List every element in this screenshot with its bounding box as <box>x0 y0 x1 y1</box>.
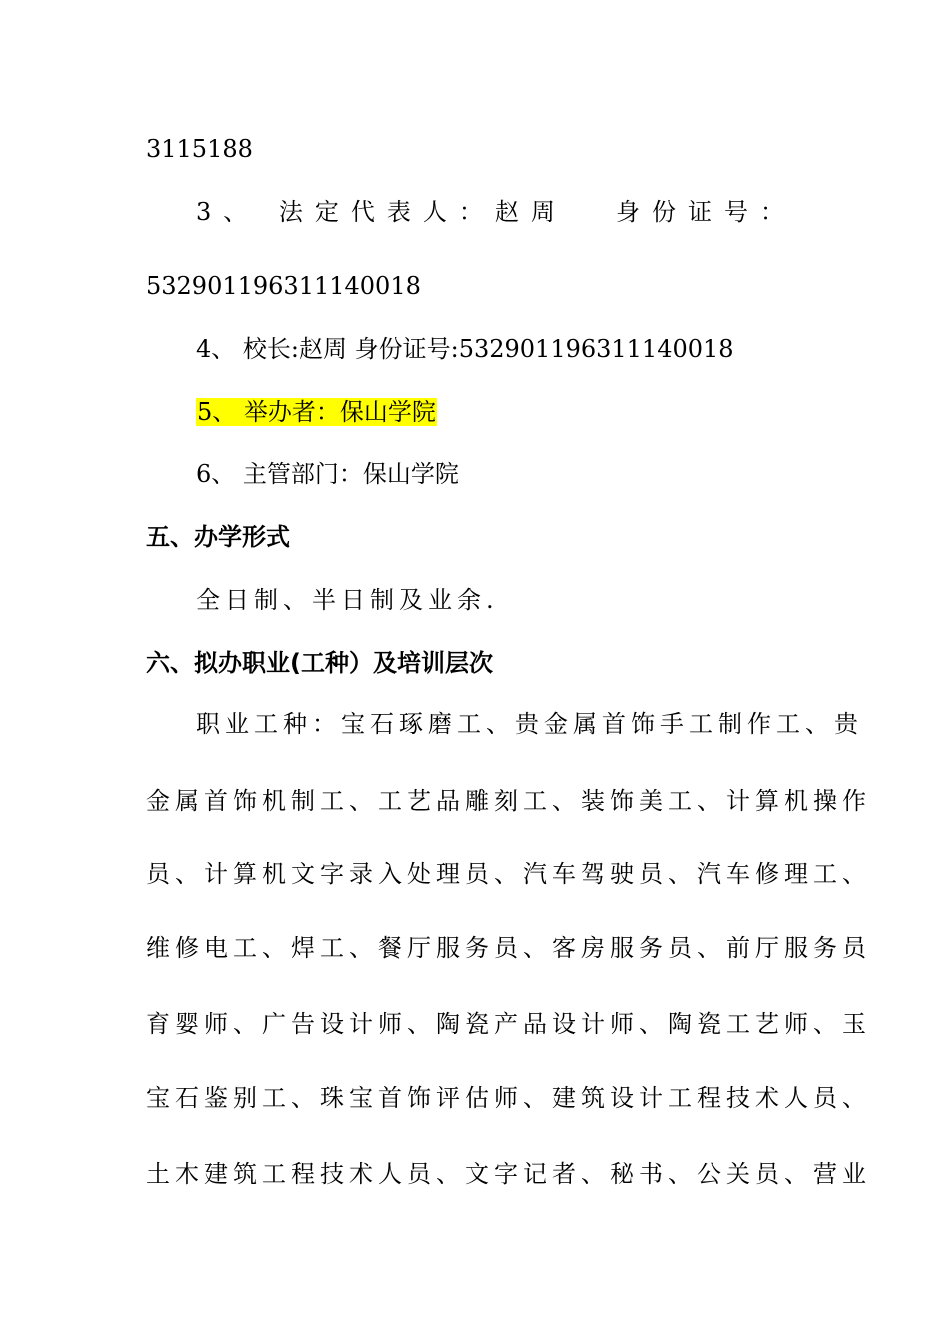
section-heading-5: 五、办学形式 <box>146 523 290 551</box>
legal-representative-line: 3、 法定代表人：赵周 <box>196 198 567 226</box>
paragraph-line: 维修电工、焊工、餐厅服务员、客房服务员、前厅服务员 <box>146 934 871 962</box>
legal-representative-id-number: 532901196311140018 <box>146 272 421 300</box>
school-form-text: 全日制、半日制及业余. <box>196 586 499 614</box>
organizer-line <box>196 396 437 428</box>
paragraph-line: 宝石鉴别工、珠宝首饰评估师、建筑设计工程技术人员、 <box>146 1084 871 1112</box>
paragraph-line: 育婴师、广告设计师、陶瓷产品设计师、陶瓷工艺师、玉 <box>146 1010 871 1038</box>
paragraph-line: 土木建筑工程技术人员、文字记者、秘书、公关员、营业 <box>146 1160 871 1188</box>
paragraph-line: 金属首饰机制工、工艺品雕刻工、装饰美工、计算机操作 <box>146 787 871 815</box>
principal-line: 4、 校长:赵周 身份证号:532901196311140018 <box>196 335 734 363</box>
paragraph-line: 员、计算机文字录入处理员、汽车驾驶员、汽车修理工、 <box>146 860 871 888</box>
phone-number-tail: 3115188 <box>146 135 253 163</box>
supervising-dept-line: 6、 主管部门：保山学院 <box>196 460 459 488</box>
organizer-highlight: 5、 举办者：保山学院 <box>197 398 436 426</box>
legal-representative-id-label: 身份证号： <box>616 198 796 226</box>
section-heading-6: 六、拟办职业(工种）及培训层次 <box>146 649 493 677</box>
paragraph-line: 职业工种：宝石琢磨工、贵金属首饰手工制作工、贵 <box>196 710 863 738</box>
